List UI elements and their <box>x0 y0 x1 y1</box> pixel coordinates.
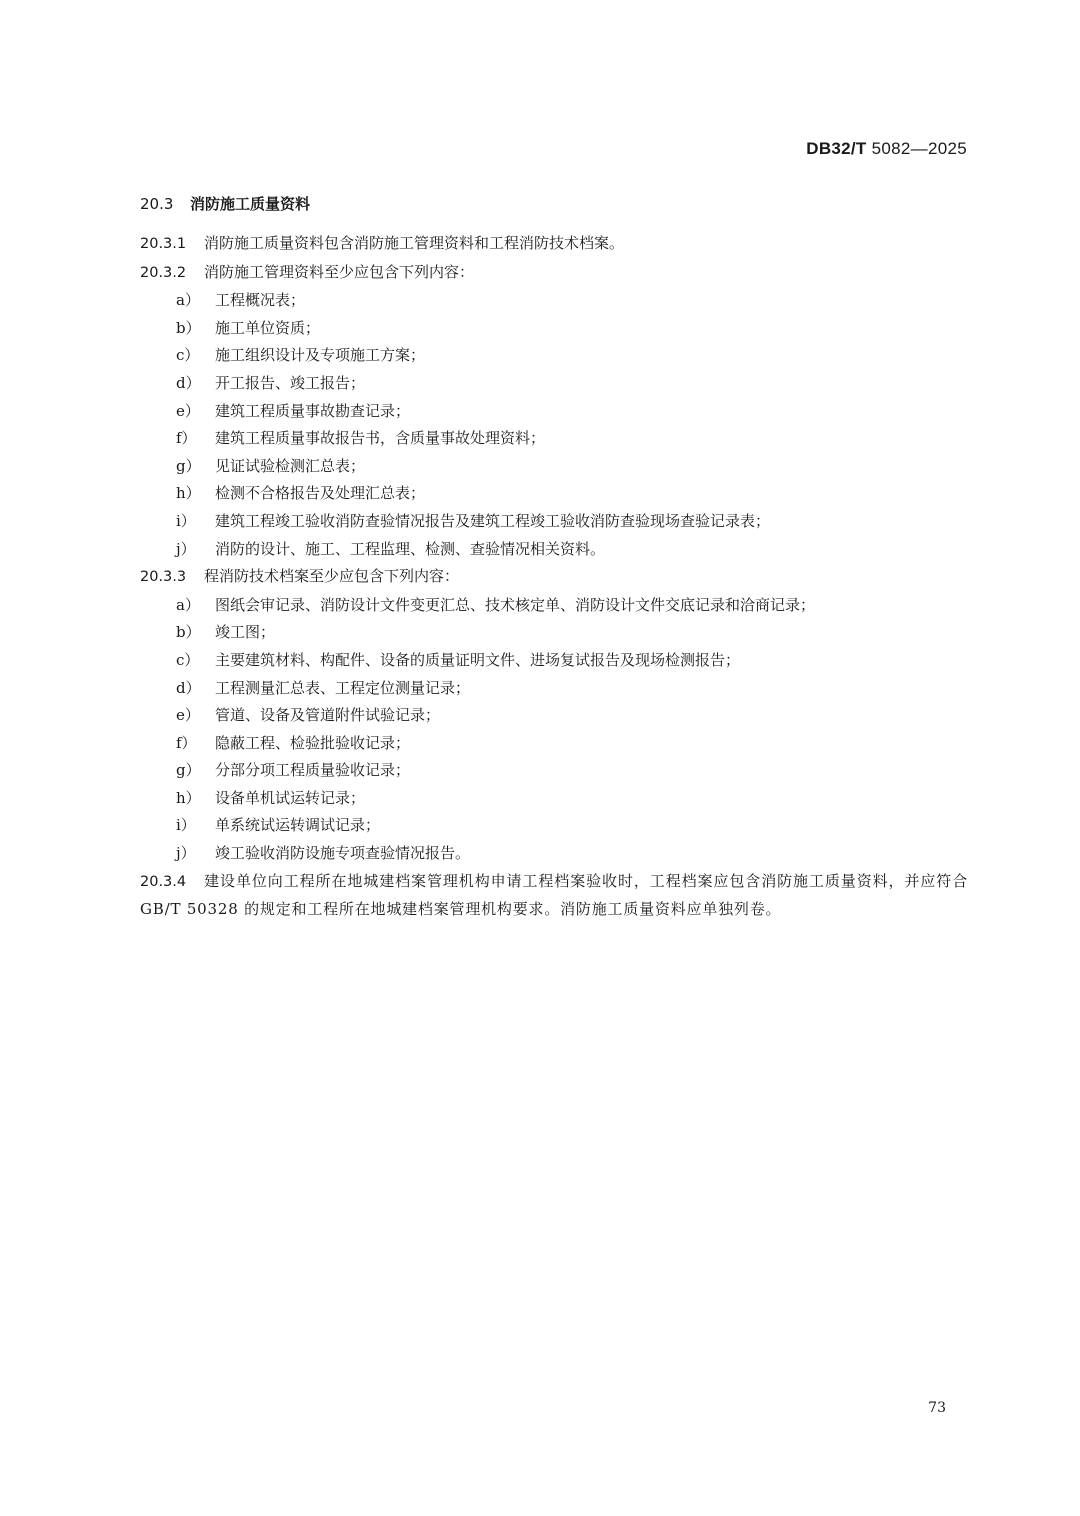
list-marker: f） <box>176 733 197 752</box>
list-item <box>140 315 968 343</box>
list-item-text: 主要建筑材料、构配件、设备的质量证明文件、进场复试报告及现场检测报告； <box>215 650 741 669</box>
list-marker: b） <box>176 318 201 337</box>
list-item <box>140 480 968 508</box>
list-item <box>140 425 968 453</box>
list-marker: c） <box>176 346 200 365</box>
clause-number: 20.3.1 <box>140 236 187 252</box>
list-item-text: 消防的设计、施工、工程监理、检测、查验情况相关资料。 <box>215 539 606 558</box>
list-item-text: 施工组织设计及专项施工方案； <box>215 346 426 365</box>
list-marker: j） <box>176 539 196 558</box>
list-marker: e） <box>176 401 200 420</box>
list-marker: c） <box>176 650 200 669</box>
list-marker: h） <box>176 484 201 503</box>
list-item <box>140 812 968 840</box>
clause-text: 建设单位向工程所在地城建档案管理机构申请工程档案验收时，工程档案应包含消防施工质量资料，并应符合 GB/T 50328 的规定和工程所在地城建档案管理机构要求。消防施工质量资料应单独列卷。 <box>140 871 968 919</box>
list-marker: a） <box>176 291 200 310</box>
clause-number: 20.3.2 <box>140 264 187 281</box>
list-item-text: 工程测量汇总表、工程定位测量记录； <box>215 678 471 697</box>
clause-number: 20.3.4 <box>140 873 187 890</box>
list-item-text: 施工单位资质； <box>215 318 321 337</box>
section-number: 20.3 <box>140 195 174 213</box>
list-marker: j） <box>176 844 196 863</box>
standard-code-number: 5082—2025 <box>871 139 967 158</box>
list-item <box>140 702 968 730</box>
list-item-text: 图纸会审记录、消防设计文件变更汇总、技术核定单、消防设计文件交底记录和洽商记录； <box>215 595 816 614</box>
list-item <box>140 619 968 647</box>
list-item-text: 见证试验检测汇总表； <box>215 456 366 475</box>
section-title: 消防施工质量资料 <box>190 195 311 213</box>
list-marker: g） <box>176 456 201 475</box>
list-marker: b） <box>176 623 201 642</box>
clause-20-3-3 <box>140 563 968 592</box>
list-marker: a） <box>176 595 200 614</box>
list-item-text: 工程概况表； <box>215 291 306 310</box>
list-marker: e） <box>176 706 200 725</box>
list-marker: f） <box>176 429 197 448</box>
list-item-text: 竣工验收消防设施专项查验情况报告。 <box>215 844 471 863</box>
list-item <box>140 536 968 564</box>
list-item-text: 单系统试运转调试记录； <box>215 816 381 835</box>
list-item-text: 建筑工程竣工验收消防查验情况报告及建筑工程竣工验收消防查验现场查验记录表； <box>215 511 771 530</box>
list-item <box>140 785 968 813</box>
page-number: 73 <box>928 1400 946 1416</box>
standard-code <box>806 139 967 159</box>
clause-text: 消防施工质量资料包含消防施工管理资料和工程消防技术档案。 <box>204 234 625 252</box>
list-item <box>140 675 968 703</box>
list-item-text: 竣工图； <box>215 623 276 642</box>
list-item <box>140 647 968 675</box>
list-item <box>140 508 968 536</box>
list-marker: d） <box>176 678 201 697</box>
list-marker: i） <box>176 511 196 530</box>
list-item <box>140 757 968 785</box>
list-item-text: 建筑工程质量事故报告书，含质量事故处理资料； <box>215 429 546 448</box>
list-item-text: 开工报告、竣工报告； <box>215 373 366 392</box>
list-marker: h） <box>176 788 201 807</box>
list-item <box>140 592 968 620</box>
list-item-text: 建筑工程质量事故勘查记录； <box>215 401 411 420</box>
clause-20-3-2 <box>140 259 968 288</box>
clause-20-3-1 <box>140 230 968 259</box>
list-marker: i） <box>176 816 196 835</box>
clause-text: 消防施工管理资料至少应包含下列内容： <box>204 262 475 281</box>
document-body <box>140 192 968 924</box>
clause-text: 程消防技术档案至少应包含下列内容： <box>204 567 460 586</box>
list-item <box>140 730 968 758</box>
section-heading <box>140 192 968 216</box>
clause-20-3-4 <box>140 868 968 924</box>
list-marker: d） <box>176 373 201 392</box>
list-item <box>140 342 968 370</box>
list-item <box>140 840 968 868</box>
management-materials-list <box>140 287 968 563</box>
list-item-text: 设备单机试运转记录； <box>215 788 366 807</box>
standard-code-prefix: DB32/T <box>806 139 867 158</box>
list-item-text: 管道、设备及管道附件试验记录； <box>215 706 441 725</box>
list-item <box>140 370 968 398</box>
list-item <box>140 453 968 481</box>
list-item-text: 检测不合格报告及处理汇总表； <box>215 484 426 503</box>
list-item-text: 隐蔽工程、检验批验收记录； <box>215 733 411 752</box>
list-marker: g） <box>176 761 201 780</box>
list-item <box>140 398 968 426</box>
list-item-text: 分部分项工程质量验收记录； <box>215 761 411 780</box>
clause-number: 20.3.3 <box>140 569 187 586</box>
list-item <box>140 287 968 315</box>
technical-archive-list <box>140 592 968 868</box>
